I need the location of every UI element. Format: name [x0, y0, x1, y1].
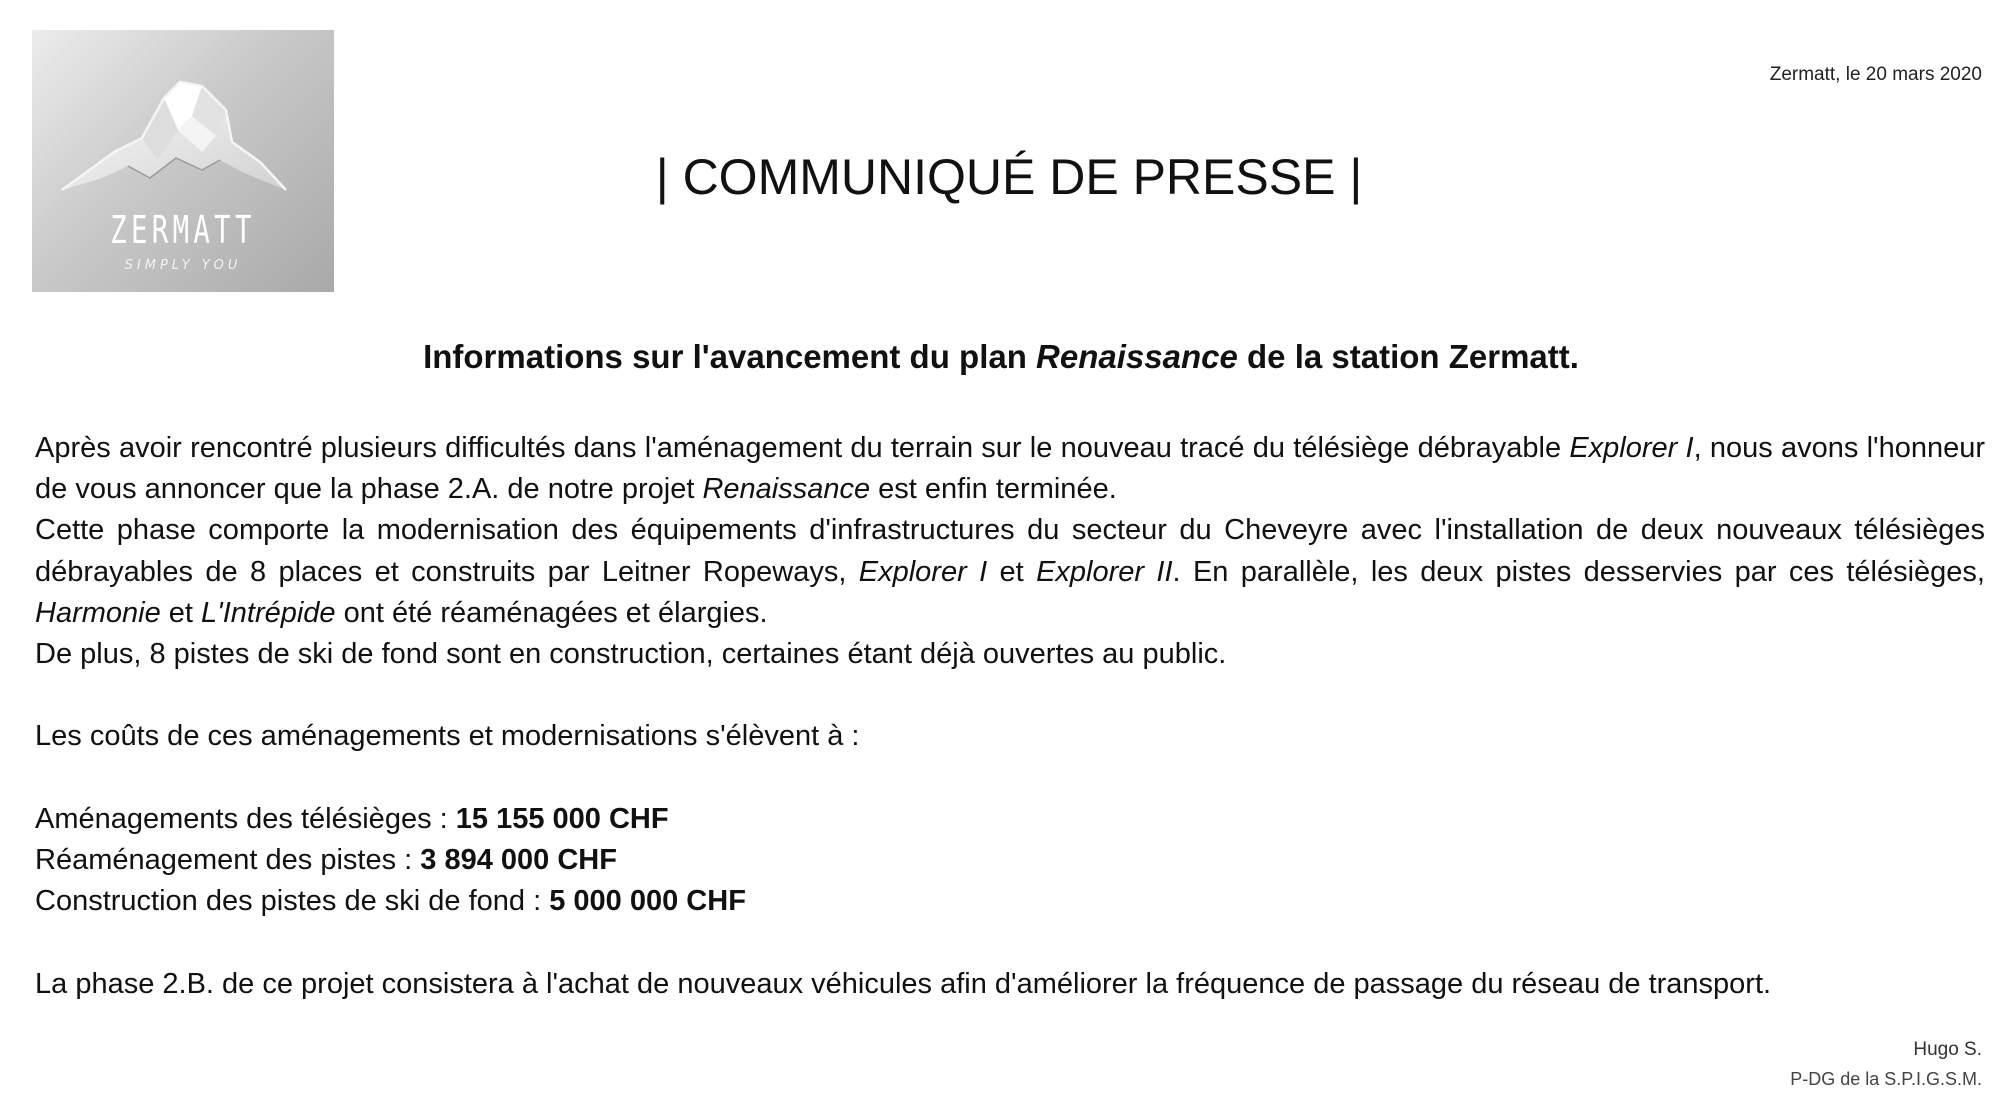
slope-name: L'Intrépide — [201, 596, 336, 629]
lift-name: Explorer II — [1036, 555, 1173, 588]
cost-amount: 5 000 000 CHF — [549, 885, 746, 918]
cost-amount: 3 894 000 CHF — [420, 844, 617, 876]
cost-label: Réaménagement des pistes : — [35, 844, 421, 876]
subtitle-text-end: de la station Zermatt. — [1237, 338, 1579, 375]
costs-intro: Les coûts de ces aménagements et modernisations s'élèvent à : — [35, 720, 860, 753]
cross-country-paragraph: De plus, 8 pistes de ski de fond sont en construction, certaines étant déjà ouvertes au public. — [35, 638, 1227, 671]
cost-line — [35, 840, 1985, 881]
cost-line — [35, 799, 1985, 840]
cost-amount: 15 155 000 CHF — [455, 802, 669, 835]
signature-title: P-DG de la S.P.I.G.S.M. — [1790, 1069, 1982, 1089]
release-body — [35, 428, 1985, 1005]
page-title: | COMMUNIQUÉ DE PRESSE | — [655, 149, 1363, 205]
text-run: Cette phase comporte la modernisation des équipements d'infrastructures du secteur du Cheveyre avec l'installation de deux nouveaux télésièges débrayables de 8 places et construits par Leitner Ropeways, — [35, 514, 1985, 588]
lift-name: Explorer I — [858, 555, 988, 588]
subtitle-plan-name: Renaissance — [1036, 338, 1238, 375]
logo-wordmark: ZERMATT — [110, 208, 256, 252]
text-run: ont été réaménagées et élargies. — [335, 596, 768, 629]
text-run: et — [987, 555, 1037, 588]
project-name: Renaissance — [702, 473, 871, 506]
text-run: . En parallèle, les deux pistes desservies par ces télésièges, — [1172, 555, 1985, 588]
cost-label: Aménagements des télésièges : — [35, 802, 456, 835]
subtitle-text: Informations sur l'avancement du plan — [423, 338, 1037, 375]
text-run: Après avoir rencontré plusieurs difficultés dans l'aménagement du terrain sur le nouveau tracé du télésiège débrayable — [35, 432, 1570, 464]
text-run: , nous avons l'honneur de vous annoncer que la phase 2.A. de notre projet — [35, 432, 1986, 506]
slope-name: Harmonie — [35, 596, 161, 629]
text-run: est enfin terminée. — [870, 473, 1117, 506]
release-subtitle — [0, 338, 2002, 376]
cost-line — [35, 881, 1985, 922]
press-date: Zermatt, le 20 mars 2020 — [1769, 64, 1982, 85]
intro-paragraph — [35, 428, 1985, 510]
text-run: et — [160, 596, 202, 629]
closing-paragraph: La phase 2.B. de ce projet consistera à l'achat de nouveaux véhicules afin d'améliorer la fréquence de passage du réseau de transport. — [35, 967, 1772, 1000]
logo-tagline: SIMPLY YOU — [124, 258, 242, 273]
phase-paragraph — [35, 510, 1985, 634]
signature-name: Hugo S. — [1913, 1039, 1982, 1060]
cost-label: Construction des pistes de ski de fond : — [35, 885, 550, 918]
lift-name: Explorer I — [1569, 432, 1694, 464]
